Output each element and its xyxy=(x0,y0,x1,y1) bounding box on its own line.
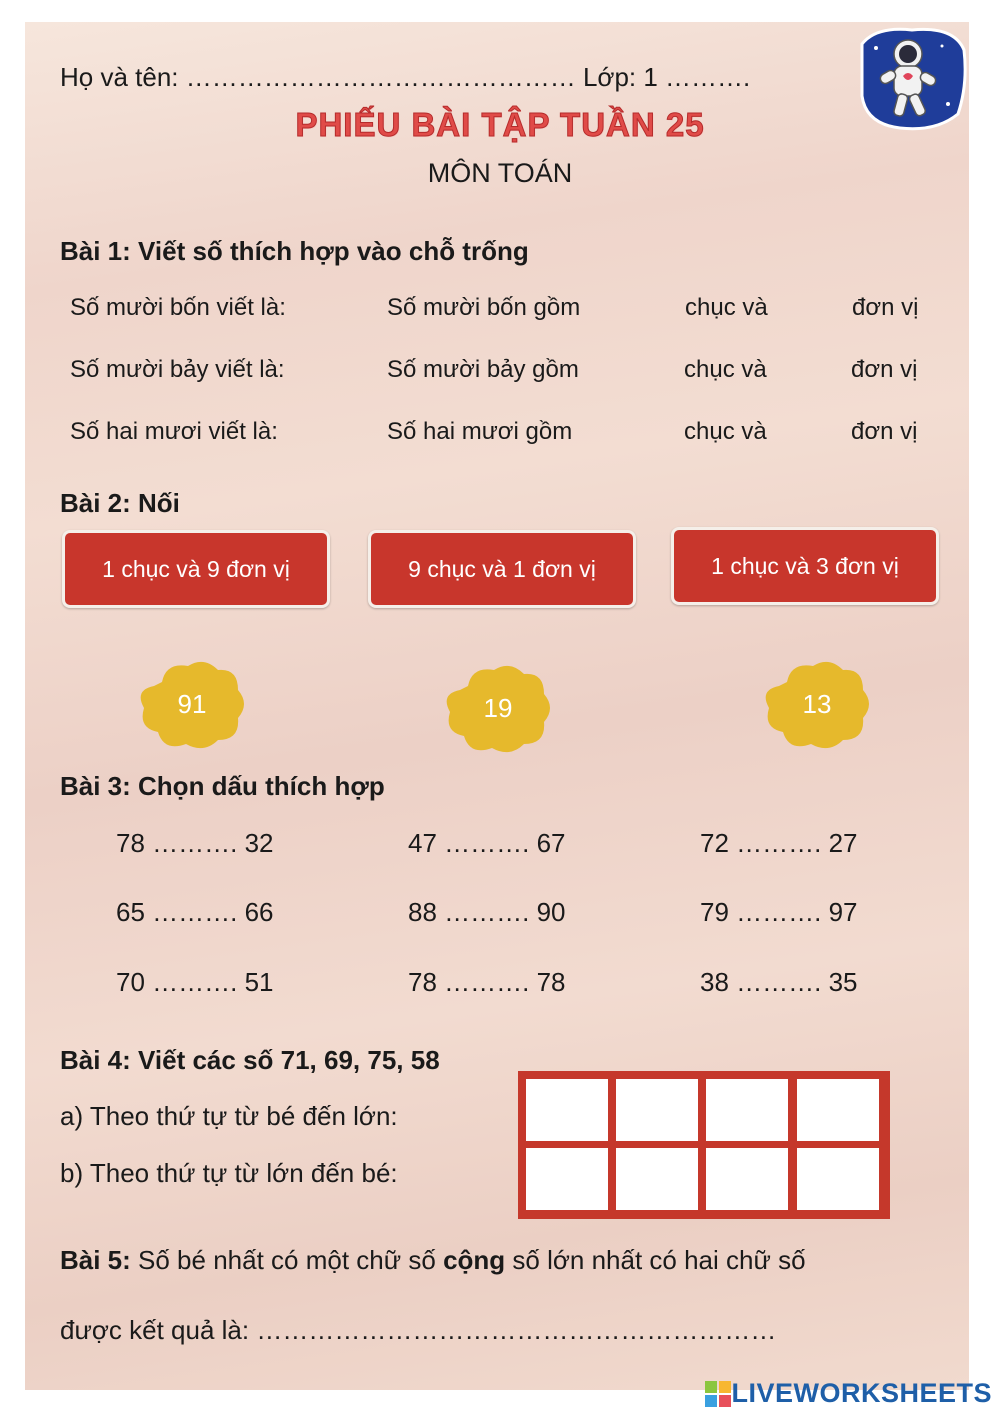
cloud-label-19: 19 xyxy=(483,692,513,723)
liveworksheets-logo-icon xyxy=(705,1381,731,1407)
bai5-text1: Số bé nhất có một chữ số xyxy=(130,1245,444,1275)
grid-b-cell-4[interactable] xyxy=(797,1148,879,1210)
grid-a-cell-1[interactable] xyxy=(526,1079,608,1141)
grid-b-cell-2[interactable] xyxy=(616,1148,698,1210)
match-box-3[interactable]: 1 chục và 3 đơn vị xyxy=(671,527,939,605)
bai1-row2-col4: đơn vị xyxy=(851,356,918,383)
subject-label: MÔN TOÁN xyxy=(427,158,573,188)
grid-a-cell-4[interactable] xyxy=(797,1079,879,1141)
bai1-row3-col2: Số hai mươi gồm xyxy=(387,418,573,445)
cloud-19[interactable] xyxy=(440,660,556,756)
grid-a-cell-3[interactable] xyxy=(706,1079,788,1141)
answer-grid xyxy=(518,1071,890,1219)
bai2-heading: Bài 2: Nối xyxy=(60,488,180,518)
grid-b-cell-1[interactable] xyxy=(526,1148,608,1210)
bai1-heading: Bài 1: Viết số thích hợp vào chỗ trống xyxy=(60,236,529,266)
cloud-91[interactable] xyxy=(134,656,250,752)
match-box-1[interactable]: 1 chục và 9 đơn vị xyxy=(62,530,330,608)
cloud-13[interactable] xyxy=(759,656,875,752)
bai1-row1-col4: đơn vị xyxy=(852,294,919,321)
bai1-row3-col4: đơn vị xyxy=(851,418,918,445)
bai1-row3-col1: Số hai mươi viết là: xyxy=(70,418,278,445)
bai1-row1-col3: chục và xyxy=(685,294,768,321)
bai5-text2: số lớn nhất có hai chữ số xyxy=(505,1245,806,1275)
bai1-row1-col1: Số mười bốn viết là: xyxy=(70,294,286,321)
liveworksheets-logo xyxy=(705,1378,992,1409)
name-class-line: Họ và tên: ……………………………………… Lớp: 1 ………. xyxy=(60,62,751,92)
bai1-row2-col3: chục và xyxy=(684,356,767,383)
compare-r1c2[interactable]: 47 ………. 67 xyxy=(408,828,566,858)
bai5-line1 xyxy=(60,1245,806,1276)
cloud-label-13: 13 xyxy=(802,688,832,719)
bai1-row3-col3: chục và xyxy=(684,418,767,445)
bai5-answer-line[interactable]: được kết quả là: …………………………………………………… xyxy=(60,1315,777,1345)
bai1-row1-col2: Số mười bốn gồm xyxy=(387,294,581,321)
worksheet-title: PHIẾU BÀI TẬP TUẦN 25 xyxy=(295,106,705,143)
grid-a-cell-2[interactable] xyxy=(616,1079,698,1141)
compare-r3c3[interactable]: 38 ………. 35 xyxy=(700,967,858,997)
grid-b-cell-3[interactable] xyxy=(706,1148,788,1210)
bai4-part-a: a) Theo thứ tự từ bé đến lớn: xyxy=(60,1101,398,1131)
compare-r1c1[interactable]: 78 ………. 32 xyxy=(116,828,274,858)
compare-r3c2[interactable]: 78 ………. 78 xyxy=(408,967,566,997)
bai5-label: Bài 5: xyxy=(60,1245,131,1275)
cloud-label-91: 91 xyxy=(177,688,207,719)
bai3-heading: Bài 3: Chọn dấu thích hợp xyxy=(60,771,385,801)
bai1-row2-col1: Số mười bảy viết là: xyxy=(70,356,285,383)
bai4-heading: Bài 4: Viết các số 71, 69, 75, 58 xyxy=(60,1045,440,1075)
compare-r2c2[interactable]: 88 ………. 90 xyxy=(408,897,566,927)
bai5-bold-word: cộng xyxy=(443,1245,506,1275)
match-box-2[interactable]: 9 chục và 1 đơn vị xyxy=(368,530,636,608)
bai4-part-b: b) Theo thứ tự từ lớn đến bé: xyxy=(60,1158,398,1188)
compare-r1c3[interactable]: 72 ………. 27 xyxy=(700,828,858,858)
compare-r3c1[interactable]: 70 ………. 51 xyxy=(116,967,274,997)
compare-r2c1[interactable]: 65 ………. 66 xyxy=(116,897,274,927)
compare-r2c3[interactable]: 79 ………. 97 xyxy=(700,897,858,927)
brand-label: LIVEWORKSHEETS xyxy=(731,1378,992,1408)
bai1-row2-col2: Số mười bảy gồm xyxy=(387,356,579,383)
